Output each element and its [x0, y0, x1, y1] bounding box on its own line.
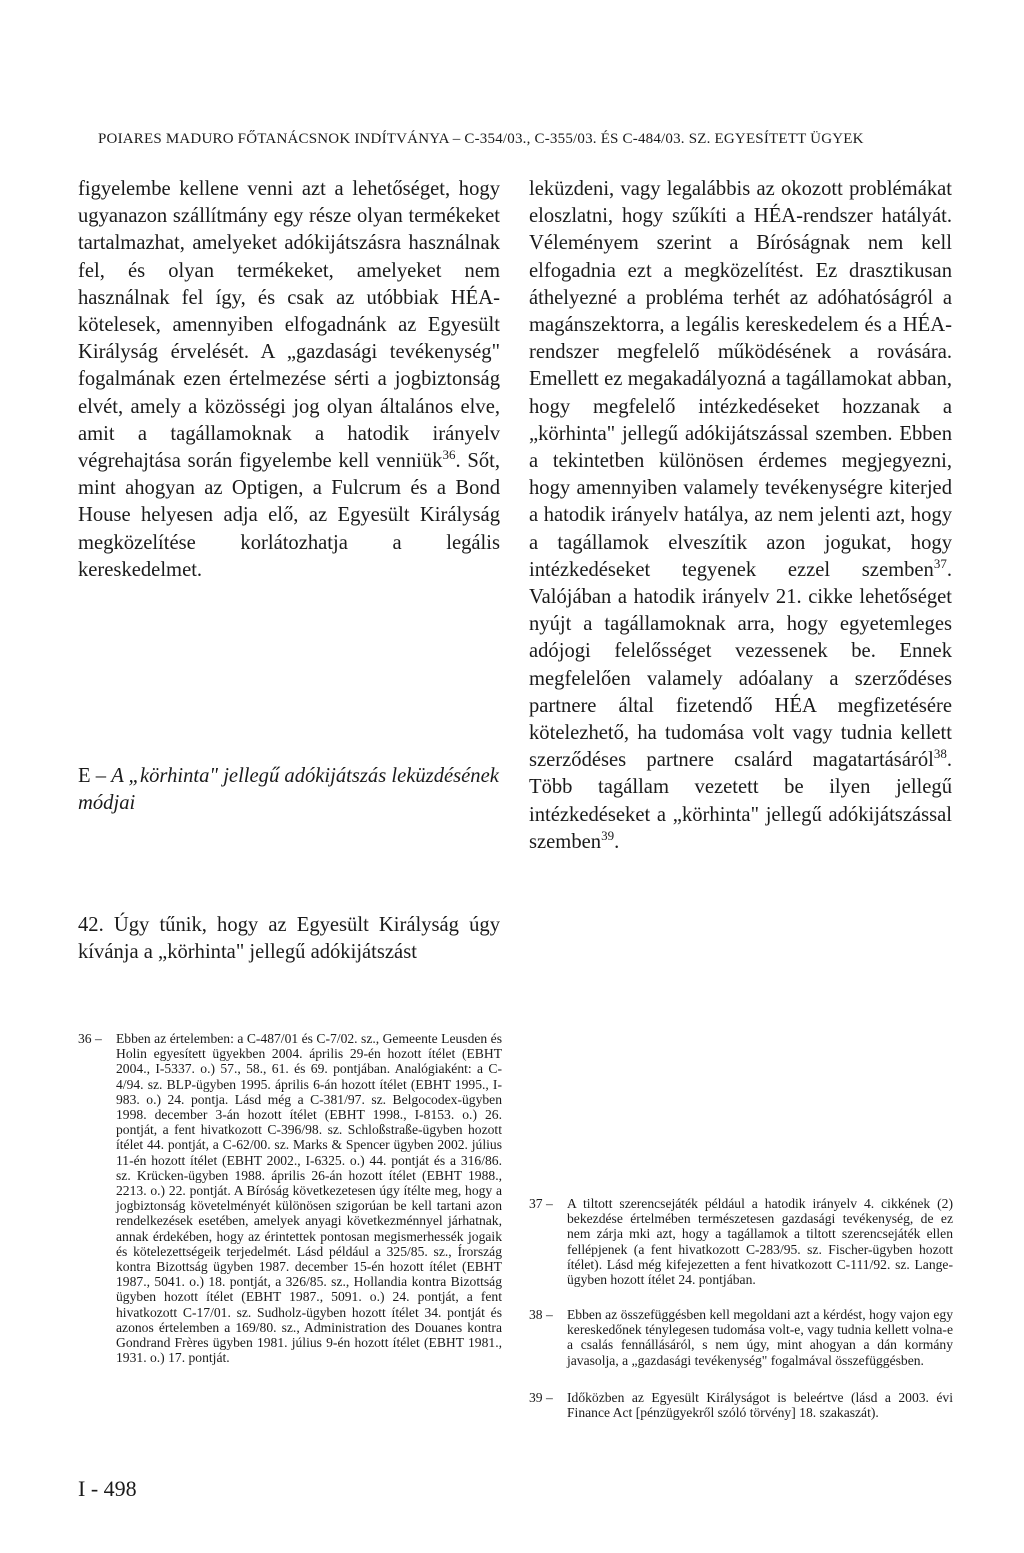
paragraph-text: . — [614, 830, 620, 853]
footnote-text: Ebben az összefüggésben kell megoldani azt a kérdést, hogy vajon egy kereskedőnek ténylegesen tudomása volt-e, vagy tudnia kellett volna-e a csalás fennállásáról, s nem úgy, mint ahogyan a dán kormány javasolja, a „gazdasági tevékenység" fogalmával összefüggésben. — [567, 1307, 953, 1368]
section-letter: E – — [78, 765, 107, 787]
footnote-number: 39 – — [529, 1390, 553, 1405]
footnote-number: 37 – — [529, 1196, 553, 1211]
footnote-ref-37[interactable]: 37 — [933, 555, 947, 571]
footnote-ref-36[interactable]: 36 — [442, 447, 456, 463]
section-title: A „körhinta" jellegű adókijátszás leküzdésének módjai — [78, 765, 499, 815]
paragraph-continuation-right — [529, 176, 952, 856]
footnote-37 — [529, 1196, 953, 1306]
footnote-text: Időközben az Egyesült Királyságot is beleértve (lásd a 2003. évi Finance Act [pénzügyekről szóló törvény] 18. szakaszát). — [567, 1390, 953, 1421]
footnote-text: A tiltott szerencsejáték például a hatodik irányelv 4. cikkének (2) bekezdése értelmében természetesen gazdasági tevékenység, de ez nem zárja mki azt, hogy a tagállamok a tiltott szerencsejáték ellen fellépjenek (a fent hivatkozott C-283/95. sz. Fischer-ügyben hozott ítélet). Lásd még kifejezetten a fent hivatkozott C-111/92. sz. Lange-ügyben hozott ítélet 24. pontjában. — [567, 1196, 953, 1288]
footnote-ref-39[interactable]: 39 — [601, 827, 615, 843]
footnote-39 — [529, 1390, 953, 1430]
paragraph-text: leküzdeni, vagy legalábbis az okozott problémákat eloszlatni, hogy szűkíti a HÉA-rendszer hatályát. Véleményem szerint a Bíróságnak nem kell elfogadnia ezt a megközelítést. Ez drasztikusan áthelyezné a probléma terhét az adóhatóságról a magánszektorra, a legális kereskedelem és a HÉA-rendszer megfelelő működésének a rovására. Emellett ez megakadályozná a tagállamokat abban, hogy megfelelő intézkedéseket hozzanak a „körhinta" jellegű adókijátszással szemben. Ebben a tekintetben különösen érdemes megjegyezni, hogy amennyiben valamely tevékenységre kiterjed a hatodik irányelv hatálya, az nem jelenti azt, hogy a tagállamok elveszítik azon jogukat, hogy intézkedéseket tegyenek ezzel szemben — [529, 178, 952, 581]
running-header: POIARES MADURO FŐTANÁCSNOK INDÍTVÁNYA – C-354/03., C-355/03. ÉS C-484/03. SZ. EGYESÍTETT ÜGYEK — [98, 131, 864, 147]
paragraph-text: . Valójában a hatodik irányelv 21. cikke lehetőséget nyújt a tagállamoknak arra, hogy egyetemleges adójogi felelősséget vezessenek be. Ennek megfelelően valamely adóalany a szerződéses partnere által fizetendő HÉA megfizetésére kötelezhető, ha tudomása volt vagy tudnia kellett szerződéses partnere csalárd magatartásáról — [529, 558, 952, 772]
footnote-38 — [529, 1307, 953, 1387]
paragraph-42: 42. Úgy tűnik, hogy az Egyesült Királyság úgy kívánja a „körhinta" jellegű adókijátszást — [78, 914, 500, 964]
section-heading — [78, 763, 500, 817]
paragraph-text: figyelembe kellene venni azt a lehetőséget, hogy ugyanazon szállítmány egy része olyan termékeket tartalmazhat, amelyeket adókijátszásra használnak fel, és olyan termékeket, amelyeket nem használnak fel így, és csak az utóbbiak HÉA-kötelesek, amennyiben elfogadnánk az Egyesült Királyság érvelését. A „gazdasági tevékenység" fogalmának ezen értelmezése sérti a jogbiztonság elvét, amely a közösségi jog olyan általános elve, amit a tagállamoknak a hatodik irányelv végrehajtása során figyelembe kell venniük — [78, 178, 500, 473]
footnote-ref-38[interactable]: 38 — [933, 746, 947, 762]
footnote-text: Ebben az értelemben: a C-487/01 és C-7/02. sz., Gemeente Leusden és Holin egyesített ügyekben 2004. április 29-én hozott ítélet (EBHT 2004., I-5337. o.) 57., 58., 61. és 69. pontjában. Analógiaként: a C-4/94. sz. BLP-ügyben 1995. április 6-án hozott ítélet (EBHT 1995., I-983. o.) 24. pontja. Lásd még a C-381/97. sz. Belgocodex-ügyben 1998. december 3-án hozott ítélet (EBHT 1998., I-8153. o.) 26. pontját, a fent hivatkozott C-396/98. sz. Schloßstraße-ügyben hozott ítélet 44. pontját, a C-62/00. sz. Marks & Spencer ügyben 2002. július 11-én hozott ítélet (EBHT 2002., I-6325. o.) 44. pontját és a 316/86. sz. Krücken-ügyben 1988. április 26-án hozott ítélet (EBHT 1988., 2213. o.) 22. pontját. A Bíróság következetesen úgy ítélte meg, hogy a jogbiztonság követelményét különösen szigorúan be kell tartani azon rendelkezések esetében, amelyek anyagi következménnyel járhatnak, annak érdekében, hogy az érintettek pontosan megismerhessék jogaik és kötelezettségeik terjedelmét. Lásd például a 325/85. sz., Írország kontra Bizottság ügyben 1987. december 15-én hozott ítélet (EBHT 1987., 5041. o.) 18. pontját, a 326/85. sz., Hollandia kontra Bizottság ügyben hozott ítélet (EBHT 1987., 5091. o.) 24. pontját, a fent hivatkozott C-17/01. sz. Sudholz-ügyben hozott ítélet 34. pontját és azonos értelemben a 169/80. sz., Administration des Douanes kontra Gondrand Frères ügyben 1981. július 9-én hozott ítélet (EBHT 1981., 1931. o.) 17. pontját. — [116, 1031, 502, 1366]
footnote-36 — [78, 1031, 502, 1431]
page-number: I - 498 — [78, 1476, 137, 1501]
footnote-number: 36 – — [78, 1031, 102, 1046]
left-column — [78, 176, 500, 584]
paragraph-text: . Több tagállam vezetett be ilyen jellegű intézkedéseket a „körhinta" jellegű adókijátszással szemben — [529, 749, 952, 853]
right-column — [529, 176, 952, 856]
paragraph-continuation-left — [78, 176, 500, 584]
footnote-number: 38 – — [529, 1307, 553, 1322]
paragraph-text: . Sőt, mint ahogyan az Optigen, a Fulcrum és a Bond House helyesen adja elő, az Egyesült Királyság megközelítése korlátozhatja a legális kereskedelmet. — [78, 450, 501, 581]
